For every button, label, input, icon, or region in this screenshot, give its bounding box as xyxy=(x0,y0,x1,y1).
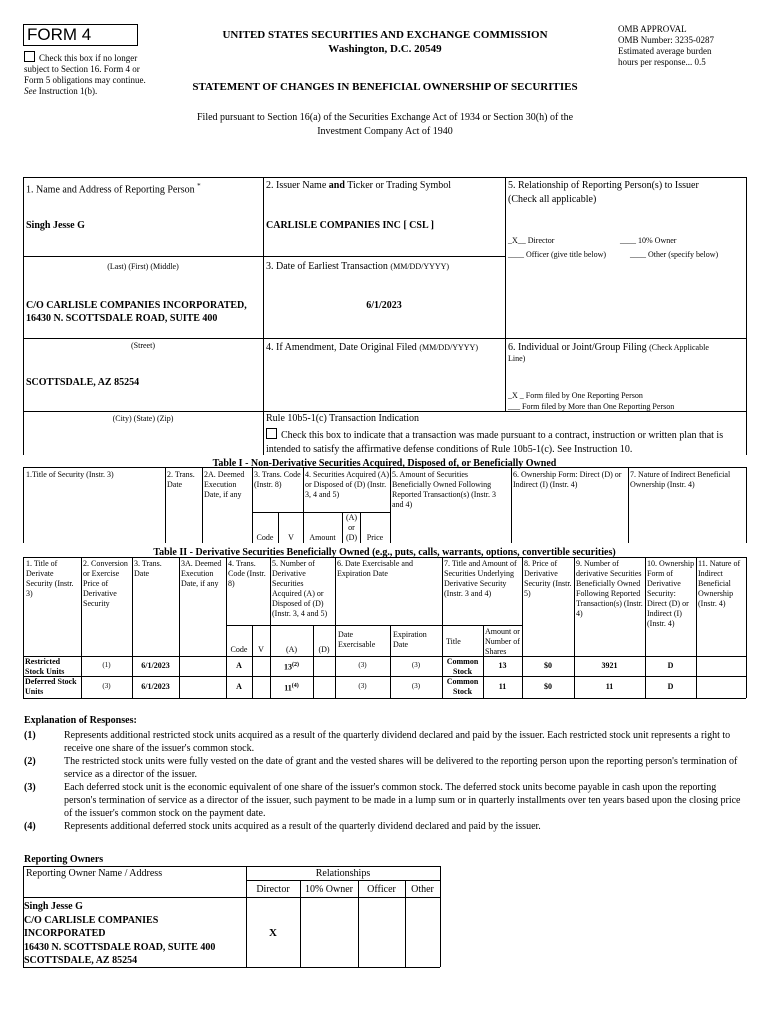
earliest-transaction-date: 6/1/2023 xyxy=(366,300,402,311)
owner-name-address: Singh Jesse G C/O CARLISLE COMPANIES INCORPORATED 16430 N. SCOTTSDALE ROAD, SUITE 400 SCOTTSDALE, AZ 85254 xyxy=(24,901,216,966)
t2-col-underlying: 7. Title and Amount of Securities Underlying Derivative Security (Instr. 3 and 4) xyxy=(444,559,517,598)
t2-sub-amount: Amount or Number of Shares xyxy=(485,627,520,656)
t2-col-title: 1. Title of Derivate Security (Instr. 3) xyxy=(26,559,74,598)
relationship-director[interactable]: _X__ Director xyxy=(508,236,555,245)
rule-10b5-text: Check this box to indicate that a transaction was made pursuant to a contract, instruction or written plan that is intended to satisfy the affirmative defense conditions of Rule 10b5-1(c). See Instruction 10. xyxy=(266,430,724,455)
table-row-code: A xyxy=(236,661,242,670)
table-row-form: D xyxy=(667,682,674,691)
city-label: (City) (State) (Zip) xyxy=(112,414,174,423)
relationship-ten-pct[interactable]: ____ 10% Owner xyxy=(620,236,677,245)
filed-pursuant-line1: Filed pursuant to Section 16(a) of the Securities Exchange Act of 1934 or Section 30(h) of the xyxy=(196,112,574,123)
t2-col-owned: 9. Number of derivative Securities Beneficially Owned Following Reported Transaction(s) (Instr. 4) xyxy=(576,559,643,618)
omb-approval: OMB APPROVAL OMB Number: 3235-0287 Estimated average burden hours per response... 0.5 xyxy=(618,24,714,67)
name-parts-label: (Last) (First) (Middle) xyxy=(107,262,179,271)
reporting-person-city: SCOTTSDALE, AZ 85254 xyxy=(26,377,140,388)
owners-col-other: Other xyxy=(411,884,434,895)
reporting-owners-title: Reporting Owners xyxy=(24,854,104,865)
street-label: (Street) xyxy=(131,341,155,350)
t1-sub-code: Code xyxy=(256,533,274,542)
form-title: FORM 4 xyxy=(27,25,92,44)
t2-col-number: 5. Number of Derivative Securities Acquired (A) or Disposed of (D) (Instr. 3, 4 and 5) xyxy=(272,559,328,618)
t1-sub-v: V xyxy=(288,533,294,542)
table-row-date: 6/1/2023 xyxy=(141,661,170,670)
t2-sub-v: V xyxy=(258,645,264,654)
t1-col-ownership-form: 6. Ownership Form: Direct (D) or Indirect (I) (Instr. 4) xyxy=(513,470,622,489)
rule-10b5-title: Rule 10b5-1(c) Transaction Indication xyxy=(266,413,420,424)
relationship-other[interactable]: ____ Other (specify below) xyxy=(630,250,719,259)
box2-label: 2. Issuer Name and Ticker or Trading Symbol xyxy=(266,180,452,191)
t2-sub-d: (D) xyxy=(318,645,330,654)
form-title-box xyxy=(23,24,138,46)
t1-col-deemed: 2A. Deemed Execution Date, if any xyxy=(204,470,245,499)
rule-10b5-checkbox[interactable] xyxy=(266,428,277,439)
t2-sub-a: (A) xyxy=(285,645,298,654)
list-item: (3) Each deferred stock unit is the economic equivalent of one share of the issuer's common stock. The deferred stock units become payable in cash upon the reporting person's termination of service as a director of the issuer, such payment to be made in a lump sum or in quarterly installments over ten years based upon the closing price of the issuer's common stock on the payment date. xyxy=(24,782,741,819)
t1-col-title: 1.Title of Security (Instr. 3) xyxy=(26,470,114,479)
table-row-exercisable: (3) xyxy=(358,661,367,669)
table-row-price: $0 xyxy=(544,661,552,670)
reporting-person-name: Singh Jesse G xyxy=(26,220,85,231)
owners-col-officer: Officer xyxy=(367,884,396,895)
list-item: (4) Represents additional deferred stock units acquired as a result of the quarterly dividend declared and paid by the issuer. xyxy=(24,821,541,832)
list-item: (2) The restricted stock units were fully vested on the date of grant and the vested shares will be delivered to the reporting person upon the reporting person's termination of service as a director of the issuer. xyxy=(24,756,738,780)
statement-title: STATEMENT OF CHANGES IN BENEFICIAL OWNERSHIP OF SECURITIES xyxy=(192,81,578,93)
t2-col-ownership-form: 10. Ownership Form of Derivative Security: Direct (D) or Indirect (I) (Instr. 4) xyxy=(647,559,695,628)
t1-col-securities: 4. Securities Acquired (A) or Disposed of (D) (Instr. 3, 4 and 5) xyxy=(305,470,389,499)
t2-sub-exercisable: Date Exercisable xyxy=(338,630,376,649)
table-row-underlying-amount: 13 xyxy=(498,661,507,670)
table1-title: Table I - Non-Derivative Securities Acquired, Disposed of, or Beneficially Owned xyxy=(212,458,557,469)
filed-pursuant-line2: Investment Company Act of 1940 xyxy=(317,126,453,137)
box1-label: 1. Name and Address of Reporting Person * xyxy=(26,182,201,196)
t2-col-code: 4. Trans. Code (Instr. 8) xyxy=(228,559,266,588)
t1-col-nature: 7. Nature of Indirect Beneficial Ownership (Instr. 4) xyxy=(630,470,731,489)
table-row-conversion: (3) xyxy=(102,682,111,690)
list-item: (1) Represents additional restricted stock units acquired as a result of the quarterly dividend declared and paid by the issuer. Each restricted stock unit represents a right to receive one share of the issuer's common stock. xyxy=(24,730,731,754)
t1-col-amount-owned: 5. Amount of Securities Beneficially Owned Following Reported Transaction(s) (Instr. 3 and 4) xyxy=(392,470,496,509)
issuer-name: CARLISLE COMPANIES INC [ CSL ] xyxy=(266,220,434,231)
table-row-expiration: (3) xyxy=(411,661,421,669)
table-row-acquired: 11$^{(4)}$ xyxy=(284,683,299,693)
box3-label: 3. Date of Earliest Transaction (MM/DD/YYYY) xyxy=(266,261,450,272)
t1-sub-aord: (A) or (D) xyxy=(345,513,358,542)
t1-col-date: 2. Trans. Date xyxy=(167,470,195,489)
agency-location: Washington, D.C. 20549 xyxy=(328,43,442,55)
explanation-title: Explanation of Responses: xyxy=(24,715,137,726)
no-longer-subject-checkbox[interactable] xyxy=(24,51,35,62)
table-row-acquired: 13$^{(2)}$ xyxy=(284,662,299,672)
box6-label: 6. Individual or Joint/Group Filing (Check Applicable Line) xyxy=(508,342,709,363)
table-row-code: A xyxy=(236,682,242,691)
t2-col-exercisable: 6. Date Exercisable and Expiration Date xyxy=(337,559,413,578)
table-row-form: D xyxy=(667,661,674,670)
table-row-underlying-amount: 11 xyxy=(498,682,507,691)
owners-col-relationships: Relationships xyxy=(315,868,371,879)
agency-name: UNITED STATES SECURITIES AND EXCHANGE COMMISSION xyxy=(222,29,548,41)
t2-col-price: 8. Price of Derivative Security (Instr. 5) xyxy=(524,559,572,598)
box5-label: 5. Relationship of Reporting Person(s) to Issuer (Check all applicable) xyxy=(508,180,699,205)
owners-col-ten-pct: 10% Owner xyxy=(304,884,354,895)
relationship-officer[interactable]: ____ Officer (give title below) xyxy=(508,250,607,259)
t2-col-conversion: 2. Conversion or Exercise Price of Derivative Security xyxy=(83,559,128,608)
owners-col-name: Reporting Owner Name / Address xyxy=(26,868,163,879)
table-row-underlying-title: Common Stock xyxy=(446,657,479,676)
table-row-owned: 3921 xyxy=(601,661,618,670)
table-row-expiration: (3) xyxy=(411,682,421,690)
t2-col-deemed: 3A. Deemed Execution Date, if any xyxy=(181,559,222,588)
table-row-owned: 11 xyxy=(605,682,614,691)
t2-sub-title: Title xyxy=(446,637,461,646)
t2-col-nature: 11. Nature of Indirect Beneficial Ownership (Instr. 4) xyxy=(698,559,741,608)
table-row-title: Deferred Stock Units xyxy=(25,677,77,696)
t1-sub-price: Price xyxy=(366,533,384,542)
table-row-conversion: (1) xyxy=(102,661,111,669)
explanation-list xyxy=(24,729,746,833)
t2-sub-code: Code xyxy=(230,645,248,654)
table-row-title: Restricted Stock Units xyxy=(25,657,65,676)
box4-label: 4. If Amendment, Date Original Filed (MM/DD/YYYY) xyxy=(266,342,478,353)
filing-option-one[interactable]: _X _ Form filed by One Reporting Person xyxy=(508,391,643,400)
reporting-person-street: C/O CARLISLE COMPANIES INCORPORATED, 16430 N. SCOTTSDALE ROAD, SUITE 400 xyxy=(26,300,247,324)
no-longer-subject-note: Check this box if no longer subject to Section 16. Form 4 or Form 5 obligations may continue. See Instruction 1(b). xyxy=(24,53,146,96)
t1-sub-amount: Amount xyxy=(309,533,336,542)
table-row-date: 6/1/2023 xyxy=(141,682,170,691)
table2-title: Table II - Derivative Securities Beneficially Owned (e.g., puts, calls, warrants, options, convertible securities) xyxy=(153,547,616,558)
table-row-price: $0 xyxy=(544,682,552,691)
table-row-exercisable: (3) xyxy=(358,682,367,690)
owners-col-director: Director xyxy=(256,884,290,895)
table-row-underlying-title: Common Stock xyxy=(446,677,479,696)
t2-sub-expiration: Expiration Date xyxy=(393,630,427,649)
owner-director-mark: X xyxy=(269,927,277,939)
t1-col-code: 3. Trans. Code (Instr. 8) xyxy=(254,470,301,489)
filing-option-multiple[interactable]: ___ Form filed by More than One Reporting Person xyxy=(508,402,675,411)
t2-col-date: 3. Trans. Date xyxy=(134,559,162,578)
